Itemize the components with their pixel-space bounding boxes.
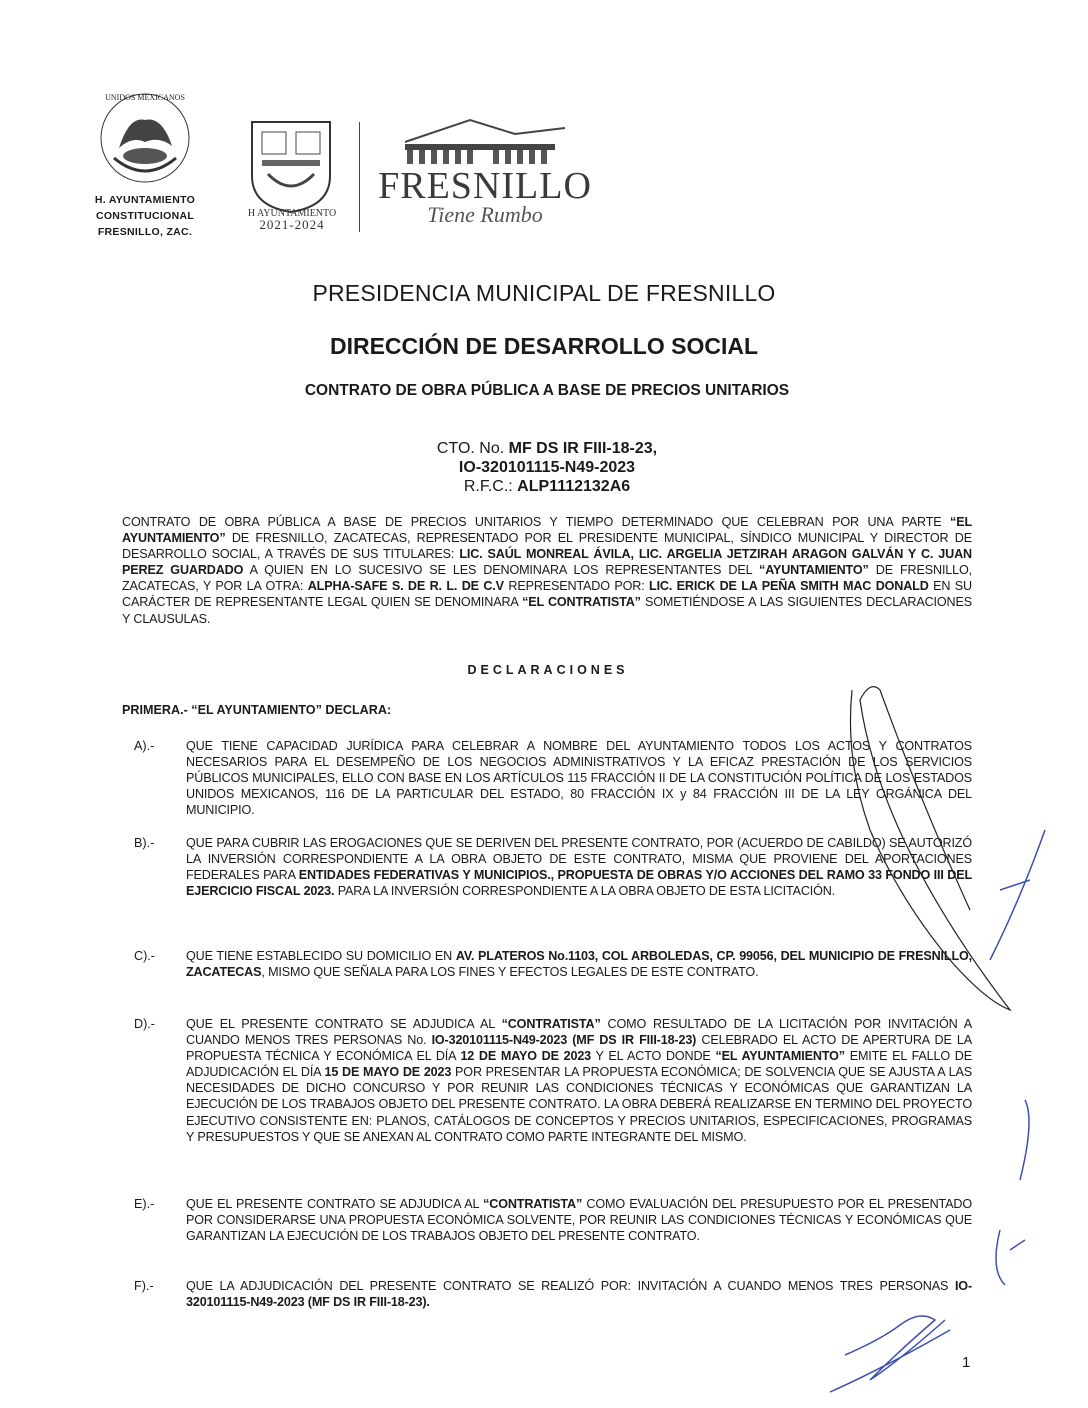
ayuntamiento-label: H AYUNTAMIENTO xyxy=(247,208,337,219)
text-segment: QUE TIENE ESTABLECIDO SU DOMICILIO EN xyxy=(186,949,456,963)
text-segment: COMO EVALUACIÓN DEL PRESUPUESTO POR EL PRESENTADO POR CONSIDERARSE UNA PROPUESTA ECONÓMICA SOLVENTE, POR REUNIR LAS CONDICIONES TÉCNICAS Y ECONÓMICAS QUE GARANTIZAN LA EJECUCIÓN DE LOS TRABAJOS OBJETO DEL PRESENTE CONTRATO. xyxy=(186,1197,972,1244)
intro-paragraph xyxy=(122,514,972,627)
cto-value: MF DS IR FIII-18-23, xyxy=(508,440,658,457)
title-contrato: CONTRATO DE OBRA PÚBLICA A BASE DE PRECIOS UNITARIOS xyxy=(304,382,790,399)
item-text xyxy=(186,1196,972,1244)
bold-text-segment: “CONTRATISTA” xyxy=(501,1017,601,1031)
text-segment: CELEBRADO EL ACTO DE APERTURA DE LA PROPUESTA TÉCNICA Y ECONÓMICA EL DÍA xyxy=(186,1033,972,1064)
bold-text-segment: IO-320101115-N49-2023 (MF DS IR FIII-18-23). xyxy=(186,1279,972,1310)
bold-text-segment: “EL AYUNTAMIENTO” xyxy=(122,515,972,546)
text-segment: QUE EL PRESENTE CONTRATO SE ADJUDICA AL xyxy=(186,1017,502,1031)
io-number: IO-320101115-N49-2023 xyxy=(458,459,636,476)
text-segment: CONTRATO DE OBRA PÚBLICA A BASE DE PRECIOS UNITARIOS Y TIEMPO DETERMINADO QUE CELEBRAN POR UNA PARTE xyxy=(122,515,951,529)
rfc-value: ALP1112132A6 xyxy=(517,478,631,495)
declaraciones-heading: DECLARACIONES xyxy=(467,663,629,677)
item-text xyxy=(186,1016,972,1145)
fresnillo-logo-tagline: Tiene Rumbo xyxy=(427,202,543,227)
text-segment: QUE EL PRESENTE CONTRATO SE ADJUDICA AL xyxy=(186,1197,484,1211)
primera-heading: PRIMERA.- “EL AYUNTAMIENTO” DECLARA: xyxy=(122,703,392,717)
text-segment: Y EL ACTO DONDE xyxy=(591,1049,716,1064)
bold-text-segment: “CONTRATISTA” xyxy=(483,1197,583,1211)
seal-caption-line: FRESNILLO, ZAC. xyxy=(97,226,193,238)
bold-text-segment: LIC. SAÚL MONREAL ÁVILA, LIC. ARGELIA JETZIRAH ARAGON GALVÁN Y C. JUAN PEREZ GUARDADO xyxy=(122,547,972,578)
bold-text-segment: “EL CONTRATISTA” xyxy=(522,595,641,610)
text-segment: QUE LA ADJUDICACIÓN DEL PRESENTE CONTRATO SE REALIZÓ POR: INVITACIÓN A CUANDO MENOS TRES PERSONAS xyxy=(186,1279,955,1293)
text-segment: DE FRESNILLO, ZACATECAS, REPRESENTADO POR EL PRESIDENTE MUNICIPAL, SÍNDICO MUNICIPAL Y DIRECTOR DE DESARROLLO SOCIAL, A TRAVÉS DE SUS TITULARES: xyxy=(122,531,972,562)
text-segment: COMO RESULTADO DE LA LICITACIÓN POR INVITACIÓN A CUANDO MENOS TRES PERSONAS No. xyxy=(186,1017,972,1048)
item-label: B).- xyxy=(134,836,155,850)
rfc-line xyxy=(0,477,1088,496)
title-direccion: DIRECCIÓN DE DESARROLLO SOCIAL xyxy=(329,333,759,359)
item-label: D).- xyxy=(134,1017,155,1031)
fresnillo-logo-wordmark: FRESNILLO xyxy=(378,165,592,207)
declaration-item-a xyxy=(122,738,972,818)
bold-text-segment: “AYUNTAMIENTO” xyxy=(759,563,869,578)
rfc-label: R.F.C.: xyxy=(463,478,518,495)
text-segment: POR PRESENTAR LA PROPUESTA ECONÓMICA; DE SOLVENCIA QUE SE AJUSTA A LAS NECESIDADES DE DICHO CONCURSO Y POR REUNIR LAS CONDICIONES TÉCNICAS Y ECONÓMICAS QUE GARANTIZAN LA EJECUCIÓN DE LOS TRABAJOS OBJETO DEL PRESENTE CONTRATO. LA OBRA DEBERÁ REALIZARSE EN TERMINO DEL PROYECTO EJECUTIVO CONSISTENTE EN: PLANOS, CATÁLOGOS DE CONCEPTOS Y PRECIOS UNITARIOS, ESPECIFICACIONES, PROGRAMAS Y PRESUPUESTOS Y QUE SE ANEXAN AL CONTRATO COMO PARTE INTEGRANTE DEL MISMO. xyxy=(186,1065,972,1144)
text-segment: EN SU CARÁCTER DE REPRESENTANTE LEGAL QUIEN SE DENOMINARA xyxy=(122,579,972,610)
ayuntamiento-years: 2021-2024 xyxy=(259,217,325,232)
item-text xyxy=(186,1278,972,1310)
item-text xyxy=(186,738,972,818)
logo-divider xyxy=(359,122,360,232)
svg-text:UNIDOS MEXICANOS: UNIDOS MEXICANOS xyxy=(105,93,185,102)
text-segment: QUE PARA CUBRIR LAS EROGACIONES QUE SE DERIVEN DEL PRESENTE CONTRATO, POR (ACUERDO DE CABILDO) SE AUTORIZÓ LA INVERSIÓN CORRESPONDIENTE A LA OBRA OBJETO DE ESTE CONTRATO, MISMA QUE PROVIENE DEL APORTACIONES FEDERALES PARA xyxy=(186,836,972,883)
page-number: 1 xyxy=(962,1354,971,1371)
text-segment: , MISMO QUE SEÑALA PARA LOS FINES Y EFECTOS LEGALES DE ESTE CONTRATO. xyxy=(261,965,759,980)
text-segment: EMITE EL FALLO DE ADJUDICACIÓN EL DÍA xyxy=(186,1049,972,1080)
seal-caption xyxy=(70,192,220,240)
item-label: A).- xyxy=(134,739,155,753)
bold-text-segment: AV. PLATEROS No.1103, COL ARBOLEDAS, CP. 99056, DEL MUNICIPIO DE FRESNILLO, ZACATECAS xyxy=(186,949,972,980)
mexican-coat-of-arms-seal xyxy=(84,86,206,191)
item-label: E).- xyxy=(134,1197,155,1211)
declaration-item-d xyxy=(122,1016,972,1145)
text-segment: DE FRESNILLO, ZACATECAS, Y POR LA OTRA: xyxy=(122,563,973,594)
declaration-item-f xyxy=(122,1278,972,1310)
bold-text-segment: “EL AYUNTAMIENTO” xyxy=(715,1049,845,1064)
text-segment: REPRESENTADO POR: xyxy=(503,579,650,594)
cto-label: CTO. No. xyxy=(436,440,509,457)
bold-text-segment: 12 DE MAYO DE 2023 xyxy=(460,1049,592,1064)
declaration-item-c xyxy=(122,948,972,980)
item-text xyxy=(186,948,972,980)
text-segment: QUE TIENE CAPACIDAD JURÍDICA PARA CELEBRAR A NOMBRE DEL AYUNTAMIENTO TODOS LOS ACTOS Y CONTRATOS NECESARIOS PARA EL DESEMPEÑO DE LOS NEGOCIOS ADMINISTRATIVOS Y LA EFICAZ PRESTACIÓN DE LOS SERVICIOS PÚBLICOS MUNICIPALES, ELLO CON BASE EN LOS ARTÍCULOS 115 FRACCIÓN II DE LA CONSTITUCIÓN POLÍTICA DE LOS ESTADOS UNIDOS MEXICANOS, 116 DE LA PARTICULAR DEL ESTADO, 80 FRACCIÓN IX y 84 FRACCIÓN III DE LA LEY ORGÁNICA DEL MUNICIPIO. xyxy=(186,739,972,818)
item-label: F).- xyxy=(134,1279,154,1293)
text-segment: SOMETIÉNDOSE A LAS SIGUIENTES DECLARACIONES Y CLAUSULAS. xyxy=(122,595,972,626)
title-presidencia: PRESIDENCIA MUNICIPAL DE FRESNILLO xyxy=(312,280,776,306)
bold-text-segment: ENTIDADES FEDERATIVAS Y MUNICIPIOS., PROPUESTA DE OBRAS Y/O ACCIONES DEL RAMO 33 FONDO III DEL EJERCICIO FISCAL 2023. xyxy=(186,868,972,899)
text-segment: PARA LA INVERSIÓN CORRESPONDIENTE A LA OBRA OBJETO DE ESTA LICITACIÓN. xyxy=(334,884,836,899)
ayuntamiento-caption xyxy=(238,208,346,230)
contract-number-line xyxy=(0,439,1088,458)
seal-caption-line: CONSTITUCIONAL xyxy=(95,210,195,222)
declaration-item-e xyxy=(122,1196,972,1244)
item-text xyxy=(186,835,972,899)
bold-text-segment: 15 DE MAYO DE 2023 xyxy=(324,1065,452,1080)
item-label: C).- xyxy=(134,949,155,963)
bold-text-segment: IO-320101115-N49-2023 (MF DS IR FIII-18-23) xyxy=(431,1033,697,1048)
seal-caption-line: H. AYUNTAMIENTO xyxy=(94,194,196,206)
bold-text-segment: ALPHA-SAFE S. DE R. L. DE C.V xyxy=(307,579,504,594)
declaration-item-b xyxy=(122,835,972,899)
contract-identifiers xyxy=(0,439,1088,496)
bold-text-segment: LIC. ERICK DE LA PEÑA SMITH MAC DONALD xyxy=(649,579,929,594)
ayuntamiento-shield-logo xyxy=(248,118,334,214)
text-segment: A QUIEN EN LO SUCESIVO SE LES DENOMINARA LOS REPRESENTANTES DEL xyxy=(243,563,760,578)
